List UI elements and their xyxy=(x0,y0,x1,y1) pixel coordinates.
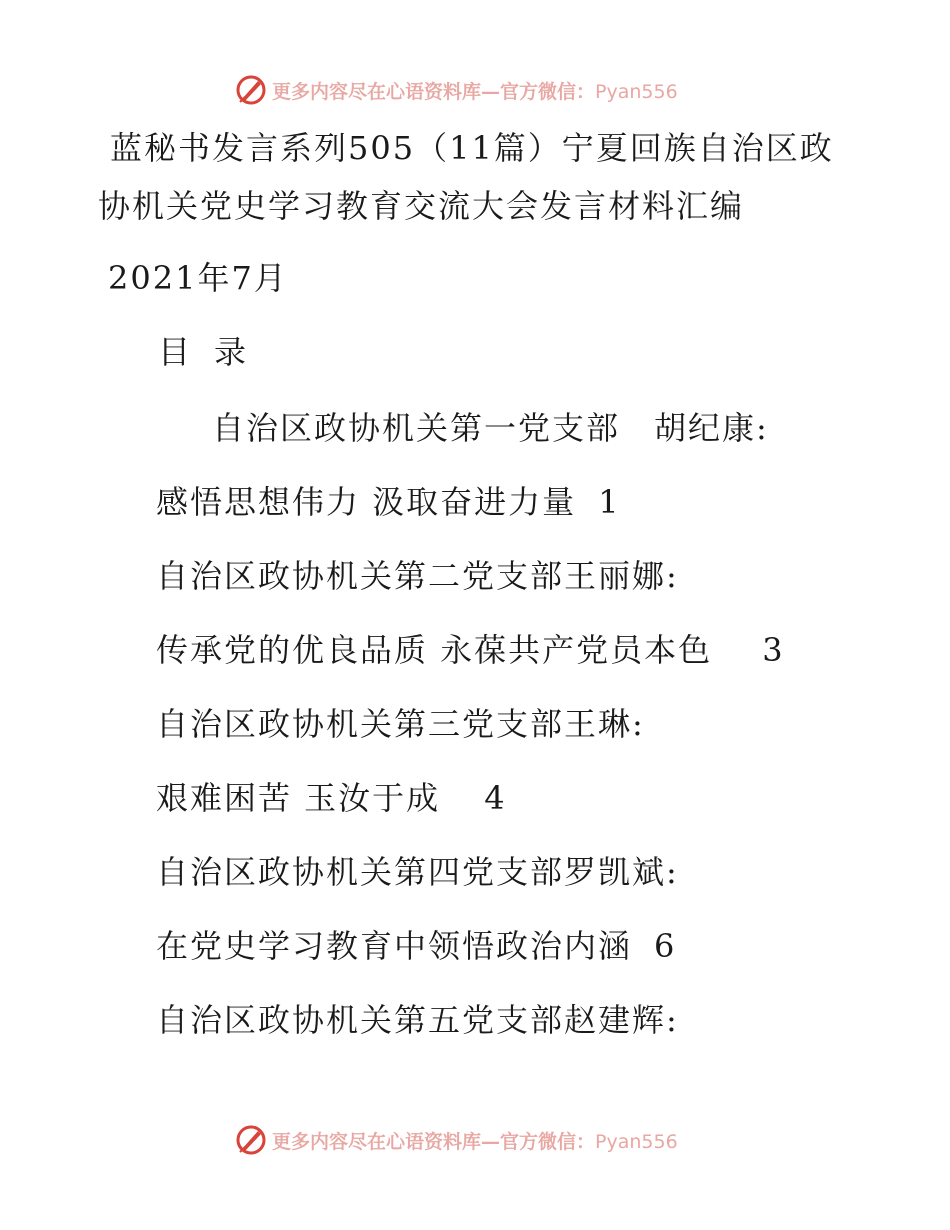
document-date: 2021年7月 xyxy=(108,259,288,297)
watermark-banner-bottom xyxy=(234,1122,678,1158)
watermark-text: 更多内容尽在心语资料库—官方微信：Pyan556 xyxy=(272,80,678,103)
toc-entry-title-1: 感悟思想伟力 汲取奋进力量 1 xyxy=(156,483,621,521)
watermark-handle: Pyan556 xyxy=(595,80,678,103)
toc-page-number: 6 xyxy=(654,927,677,965)
toc-entry-branch-3: 自治区政协机关第三党支部王琳: xyxy=(156,705,645,743)
toc-page-number: 3 xyxy=(762,631,785,669)
toc-entry-branch-4: 自治区政协机关第四党支部罗凯斌: xyxy=(156,853,679,891)
toc-entry-title-3: 艰难困苦 玉汝于成 4 xyxy=(156,779,507,817)
quill-logo-icon xyxy=(234,73,268,107)
toc-entry-title-4: 在党史学习教育中领悟政治内涵 6 xyxy=(156,927,677,965)
quill-logo-icon xyxy=(234,1123,268,1157)
document-title-line-1: 蓝秘书发言系列505（11篇）宁夏回族自治区政 xyxy=(110,129,834,167)
toc-page-number: 1 xyxy=(598,483,621,521)
toc-entry-branch-5: 自治区政协机关第五党支部赵建辉: xyxy=(156,1001,679,1039)
toc-entry-title-2: 传承党的优良品质 永葆共产党员本色 3 xyxy=(156,631,785,669)
toc-entry-branch-2: 自治区政协机关第二党支部王丽娜: xyxy=(156,557,679,595)
document-title-line-2: 协机关党史学习教育交流大会发言材料汇编 xyxy=(98,187,745,225)
toc-heading: 目 录 xyxy=(158,333,247,371)
watermark-text: 更多内容尽在心语资料库—官方微信：Pyan556 xyxy=(272,1130,678,1153)
watermark-banner-top xyxy=(234,72,678,108)
toc-entry-branch-1: 自治区政协机关第一党支部 胡纪康: xyxy=(212,409,769,447)
watermark-handle: Pyan556 xyxy=(595,1130,678,1153)
toc-page-number: 4 xyxy=(484,779,507,817)
